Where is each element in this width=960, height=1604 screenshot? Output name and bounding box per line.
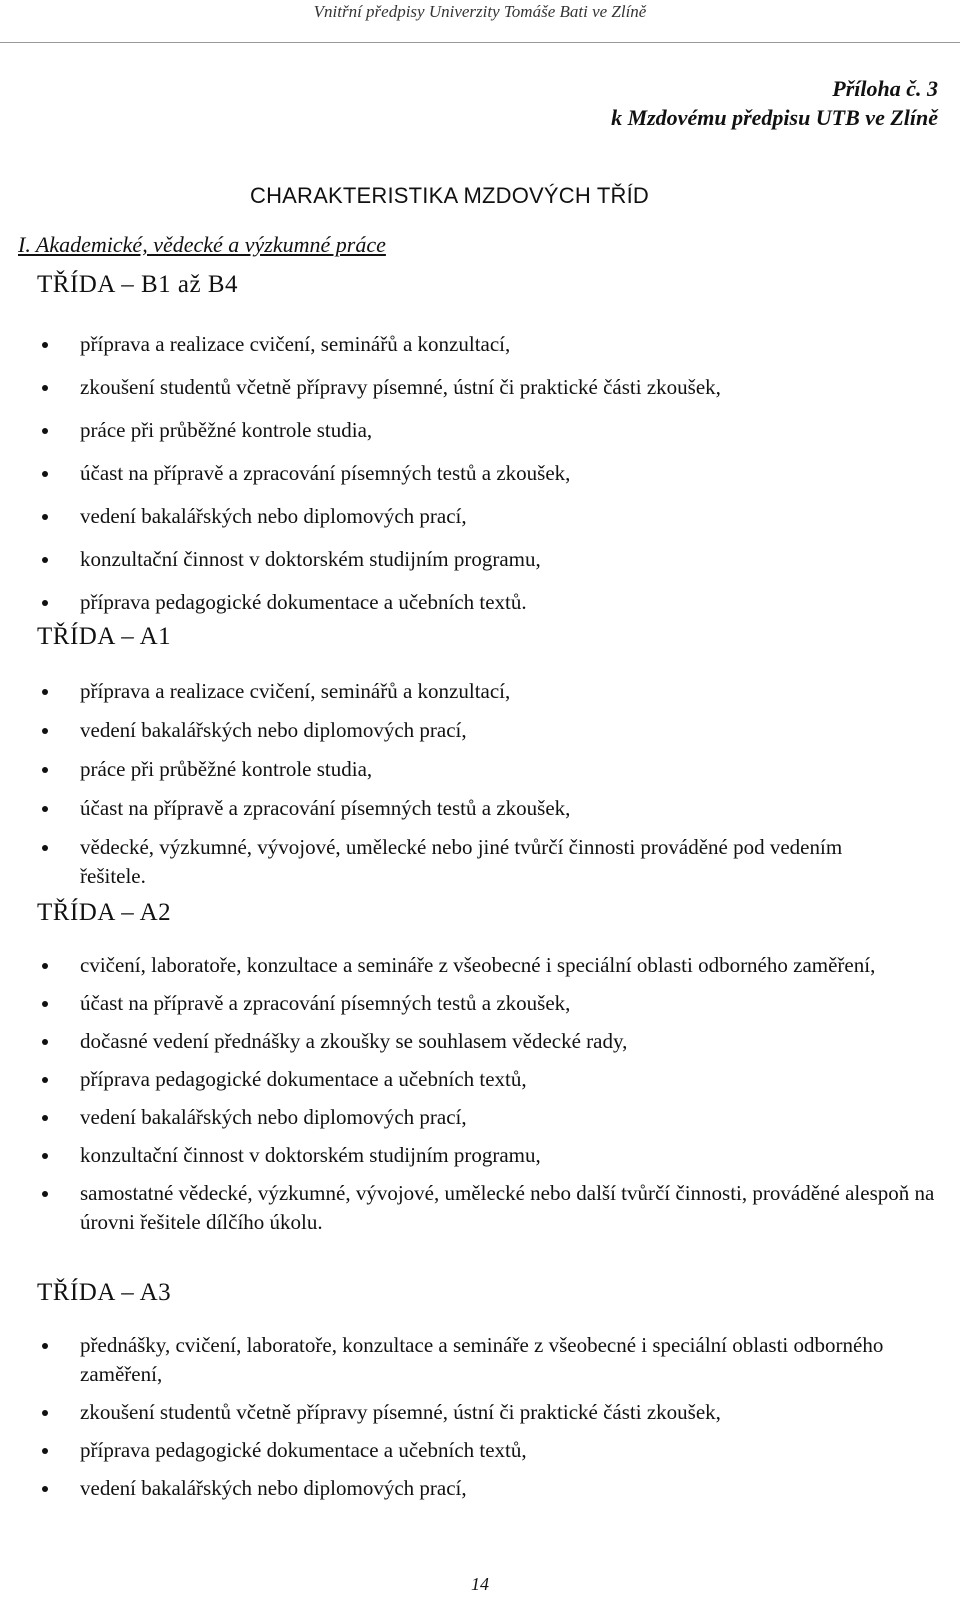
list-item: příprava pedagogické dokumentace a učebních textů. [0,588,940,617]
list-item: vědecké, výzkumné, vývojové, umělecké nebo jiné tvůrčí činnosti prováděné pod vedením řešitele. [0,833,850,891]
list-item: příprava a realizace cvičení, seminářů a konzultací, [0,330,940,359]
list-item: příprava pedagogické dokumentace a učebních textů, [0,1065,940,1094]
class-list-a3 [0,1331,940,1503]
list-item: příprava pedagogické dokumentace a učebních textů, [0,1436,940,1465]
class-title-a3: TŘÍDA – A3 [37,1279,172,1306]
header-divider [0,42,960,43]
list-item: samostatné vědecké, výzkumné, vývojové, umělecké nebo další tvůrčí činnosti, prováděné alespoň na úrovni řešitele dílčího úkolu. [0,1179,940,1237]
list-item: účast na přípravě a zpracování písemných testů a zkoušek, [0,459,940,488]
list-item: vedení bakalářských nebo diplomových prací, [0,1103,940,1132]
list-item: příprava a realizace cvičení, seminářů a konzultací, [0,677,940,706]
list-item: vedení bakalářských nebo diplomových prací, [0,502,940,531]
list-item: zkoušení studentů včetně přípravy písemné, ústní či praktické části zkoušek, [0,1398,940,1427]
list-item: vedení bakalářských nebo diplomových prací, [0,716,940,745]
list-item: zkoušení studentů včetně přípravy písemné, ústní či praktické části zkoušek, [0,373,940,402]
page-number: 14 [471,1574,489,1594]
document-title: CHARAKTERISTIKA MZDOVÝCH TŘÍD [250,183,649,208]
list-item: účast na přípravě a zpracování písemných testů a zkoušek, [0,989,940,1018]
list-item: přednášky, cvičení, laboratoře, konzultace a semináře z všeobecné i speciální oblasti odborného zaměření, [0,1331,940,1389]
section-title: I. Akademické, vědecké a výzkumné práce [18,232,386,257]
class-list-b1-b4 [0,330,940,617]
class-list-a2 [0,951,940,1237]
list-item: konzultační činnost v doktorském studijním programu, [0,545,940,574]
list-item: práce při průběžné kontrole studia, [0,416,940,445]
class-title-a2: TŘÍDA – A2 [37,899,172,926]
list-item: cvičení, laboratoře, konzultace a semináře z všeobecné i speciální oblasti odborného zaměření, [0,951,940,980]
appendix-label [611,74,938,132]
appendix-reference: k Mzdovému předpisu UTB ve Zlíně [611,105,938,130]
list-item: dočasné vedení přednášky a zkoušky se souhlasem vědecké rady, [0,1027,940,1056]
running-header: Vnitřní předpisy Univerzity Tomáše Bati ve Zlíně [313,2,647,21]
class-title-b1-b4: TŘÍDA – B1 až B4 [37,271,239,298]
list-item: konzultační činnost v doktorském studijním programu, [0,1141,940,1170]
list-item: práce při průběžné kontrole studia, [0,755,940,784]
class-title-a1: TŘÍDA – A1 [37,623,172,650]
class-list-a1 [0,677,940,891]
list-item: účast na přípravě a zpracování písemných testů a zkoušek, [0,794,940,823]
list-item: vedení bakalářských nebo diplomových prací, [0,1474,940,1503]
appendix-number: Příloha č. 3 [832,76,938,101]
